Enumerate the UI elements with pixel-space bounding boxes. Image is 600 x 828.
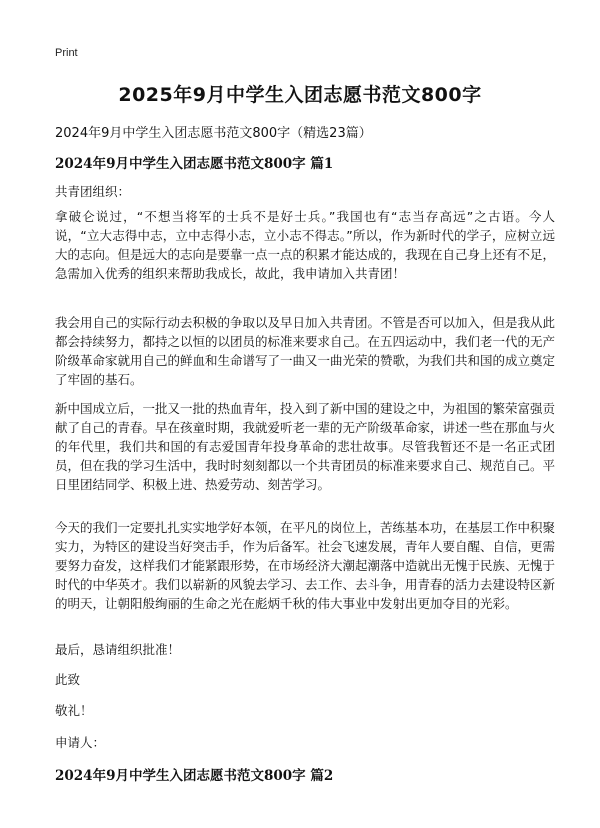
salutation: 共青团组织：: [55, 184, 131, 199]
paragraph-2: 我会用自己的实际行动去积极的争取以及早日加入共青团。不管是否可以加入，但是我从此都会持续努力，都持之以恒的以团员的标准来要求自己。在五四运动中，我们老一代的无产阶级革命家就用自己的鲜血和生命谱写了一曲又一曲光荣的赞歌，为我们共和国的成立奠定了牢固的基石。: [55, 315, 556, 387]
section-heading-1: 2024年9月中学生入团志愿书范文800字 篇1: [55, 156, 334, 172]
document-subtitle: 2024年9月中学生入团志愿书范文800字（精选23篇）: [55, 126, 372, 141]
page-title: 2025年9月中学生入团志愿书范文800字: [118, 84, 482, 106]
paragraph-1: 拿破仑说过，“不想当将军的士兵不是好士兵。”我国也有“志当存高远”之古语。今人说，“立大志得中志，立中志得小志，立小志不得志。”所以，作为新时代的学子，应树立远大的志向。但是远大的志向是要靠一点一点的积累才能达成的，我现在自己身上还有不足，急需加入优秀的组织来帮助我成长，故此，我申请加入共青团！: [55, 209, 556, 281]
print-link[interactable]: Print: [55, 47, 78, 59]
regards-line-1: 此致: [55, 672, 81, 687]
paragraph-4: 今天的我们一定要扎扎实实地学好本领，在平凡的岗位上，苦练基本功，在基层工作中积聚实力，为特区的建设当好突击手，作为后备军。社会飞速发展，青年人要自醒、自信，更需要努力奋发，这样我们才能紧跟形势，在市场经济大潮起潮落中造就出无愧于民族、无愧于时代的中华英才。我们以崭新的风貌去学习、去工作、去斗争，用青春的活力去建设特区新的明天，让朝阳般绚丽的生命之光在彪炳千秋的伟大事业中发射出更加夺目的光彩。: [55, 520, 556, 611]
closing-line: 最后，恳请组织批准！: [55, 642, 181, 657]
section-heading-2: 2024年9月中学生入团志愿书范文800字 篇2: [55, 768, 334, 784]
regards-line-2: 敬礼！: [55, 703, 93, 718]
paragraph-3: 新中国成立后，一批又一批的热血青年，投入到了新中国的建设之中，为祖国的繁荣富强贡献了自己的青春。早在孩童时期，我就爱听老一辈的无产阶级革命家，讲述一些在那血与火的年代里，我们共和国的有志爱国青年投身革命的悲壮故事。尽管我暂还不是一名正式团员，但在我的学习生活中，我时时刻刻都以一个共青团员的标准来要求自己、规范自己。平日里团结同学、积极上进、热爱劳动、刻苦学习。: [55, 401, 556, 492]
applicant-line: 申请人：: [55, 735, 106, 750]
